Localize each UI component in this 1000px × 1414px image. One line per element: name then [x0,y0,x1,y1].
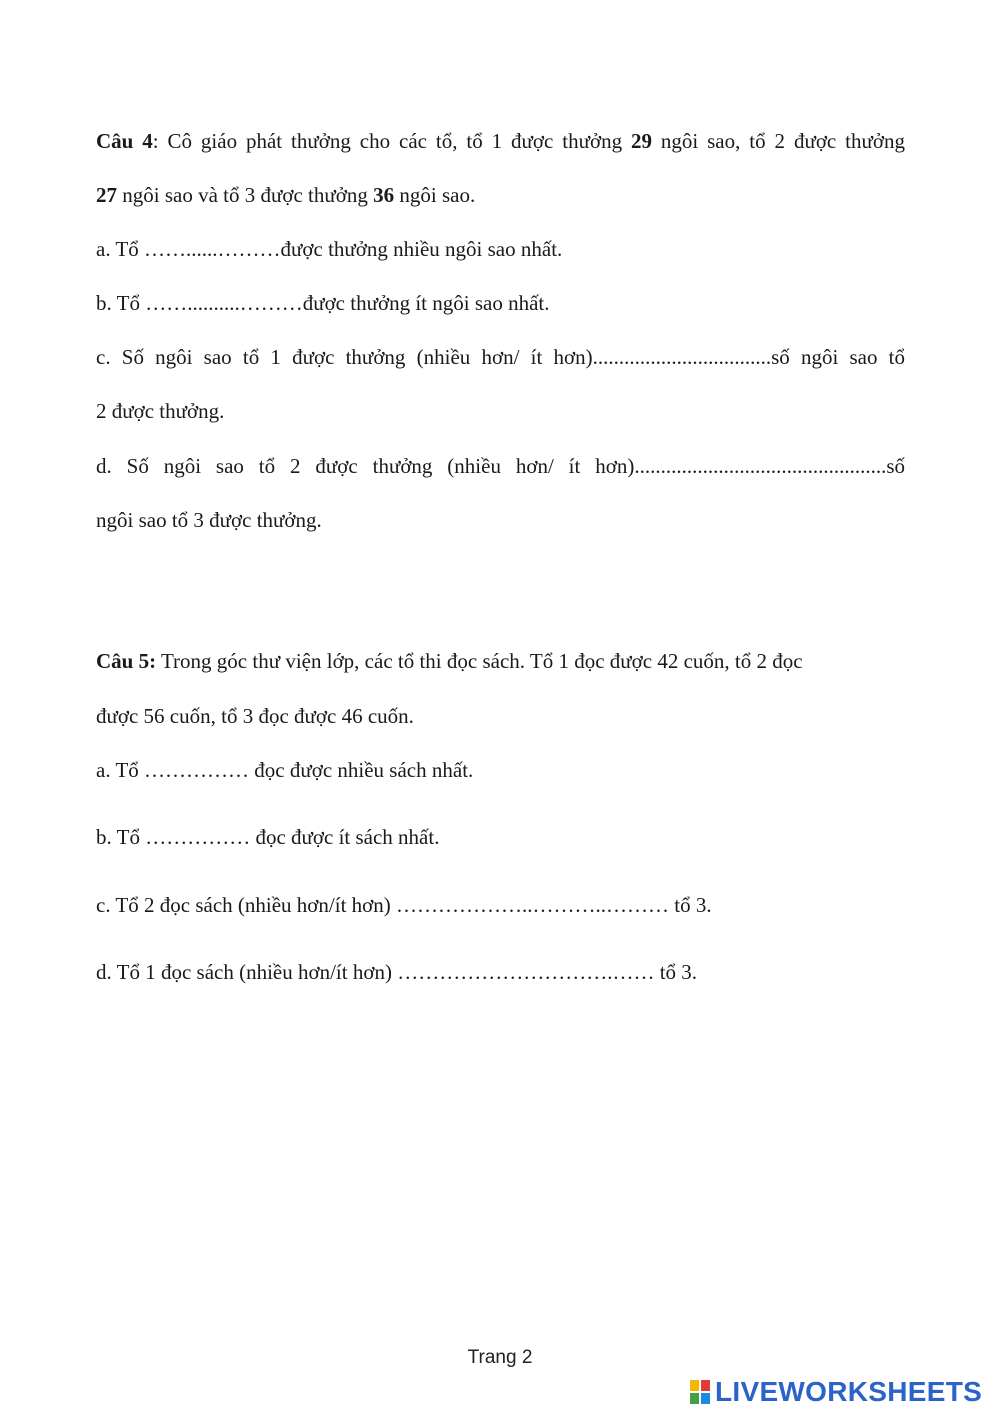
q5-item-b[interactable]: b. Tổ …………… đọc được ít sách nhất. [96,825,440,849]
q4-item-d-line-1[interactable]: d. Số ngôi sao tổ 2 được thưởng (nhiều hơn/ ít hơn)................................................số [96,454,905,478]
liveworksheets-logo-text: LIVEWORKSHEETS [715,1376,983,1407]
q5-item-a[interactable]: a. Tổ …………… đọc được nhiều sách nhất. [96,758,474,782]
q4-item-c-line-2: 2 được thưởng. [96,399,225,423]
q5-intro-line-2: được 56 cuốn, tổ 3 đọc được 46 cuốn. [96,704,414,728]
q4-intro-line-1: Câu 4: Cô giáo phát thưởng cho các tổ, tổ 1 được thưởng 29 ngôi sao, tổ 2 được thưởng [96,129,905,153]
q4-item-a[interactable]: a. Tổ ……......………được thưởng nhiều ngôi sao nhất. [96,237,563,261]
q5-label: Câu 5: [96,649,157,673]
liveworksheets-logo-icon [690,1379,712,1405]
page-number: Trang 2 [467,1347,533,1368]
q4-intro-line-2: 27 ngôi sao và tổ 3 được thưởng 36 ngôi sao. [96,183,476,207]
q4-item-b[interactable]: b. Tổ ……..........………được thưởng ít ngôi sao nhất. [96,291,550,315]
q4-item-c-line-1[interactable]: c. Số ngôi sao tổ 1 được thưởng (nhiều hơn/ ít hơn)..................................số ngôi sao tổ [96,345,905,369]
q4-label: Câu 4 [96,129,153,153]
q5-item-d[interactable]: d. Tổ 1 đọc sách (nhiều hơn/ít hơn) ………………………….…… tổ 3. [96,960,698,984]
liveworksheets-logo [690,1376,982,1408]
q5-item-c[interactable]: c. Tổ 2 đọc sách (nhiều hơn/ít hơn) ………………..………..……… tổ 3. [96,893,712,917]
q4-item-d-line-2: ngôi sao tổ 3 được thưởng. [96,508,322,532]
q5-intro-line-1: Câu 5: Trong góc thư viện lớp, các tổ thi đọc sách. Tổ 1 đọc được 42 cuốn, tổ 2 đọc [96,649,803,673]
